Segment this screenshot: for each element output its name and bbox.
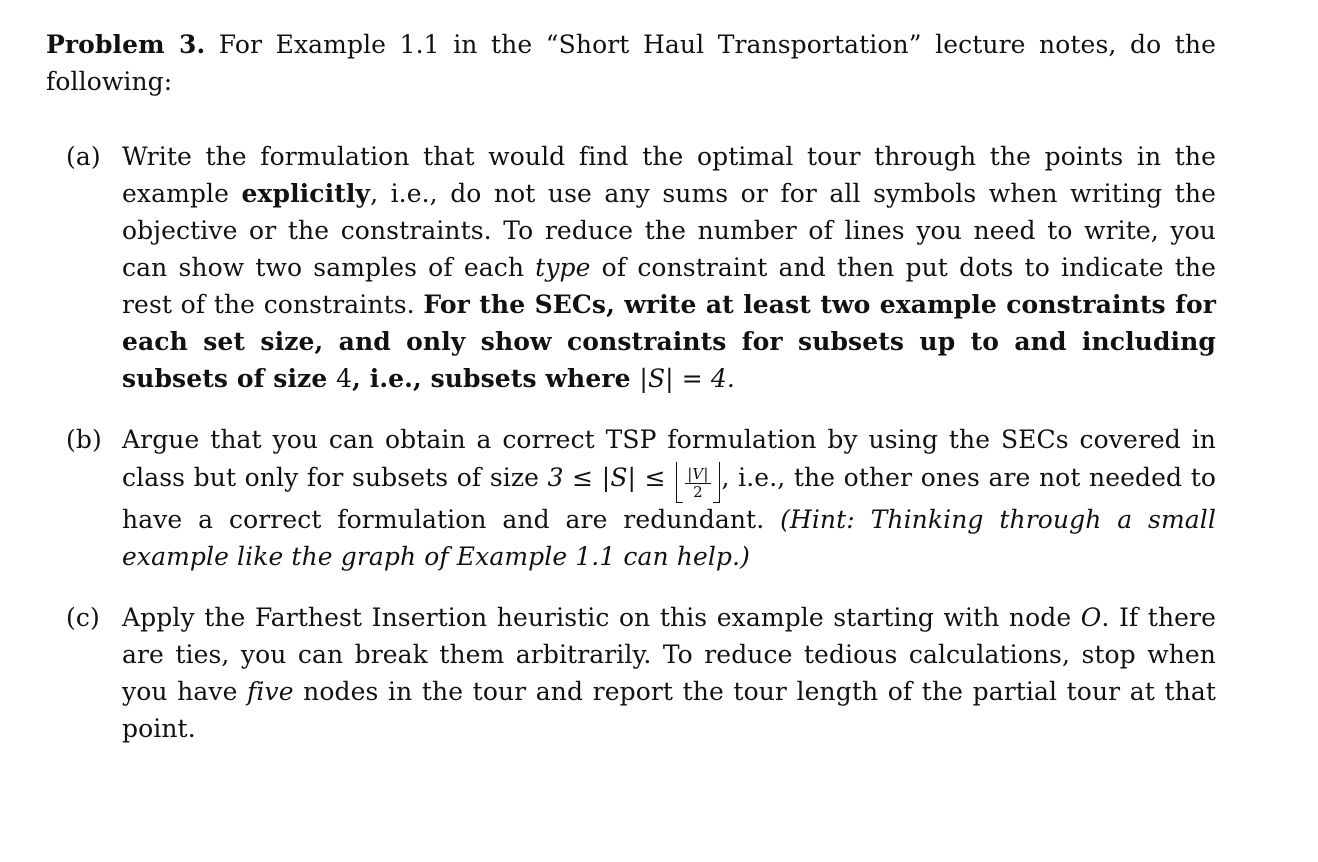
floor-fraction	[676, 458, 719, 501]
fraction	[682, 466, 713, 501]
part-c-text-2: . If there are ties, you can break them arbitrarily. To reduce tedious calculations, stop when you have	[122, 603, 1216, 706]
fraction-denominator: 2	[693, 483, 703, 501]
part-c-text	[122, 599, 1216, 747]
problem-intro: For Example 1.1 in the “Short Haul Transportation” lecture notes, do the following:	[46, 30, 1216, 96]
part-b-hint: (Hint: Thinking through a small example like the graph of Example 1.1 can help.)	[122, 505, 1216, 571]
part-b-text-1: Argue that you can obtain a correct TSP formulation by using the SECs covered in class but only for subsets of size	[122, 425, 1216, 492]
part-a-bold-2: For the SECs, write at least two example constraints for each set size, and only show constraints for subsets up to and including subsets of size	[122, 290, 1216, 393]
part-a-bold-1: explicitly	[241, 179, 371, 208]
part-b-label: (b)	[66, 425, 102, 454]
part-a-set-size: 4	[336, 364, 353, 393]
part-a-text-2: , i.e., do not use any sums or for all symbols when writing the objective or the constraints. To reduce the number of lines you need to write, you can show two samples of each	[122, 179, 1216, 282]
part-a-label: (a)	[66, 142, 101, 171]
part-a-ital-1: type	[535, 253, 591, 282]
part-a-math: |S| = 4.	[639, 364, 735, 393]
part-b-text-2: , i.e., the other ones are not needed to have a correct formulation and are redundant.	[122, 463, 1217, 534]
part-b-inequality: 3 ≤ |S| ≤	[547, 463, 666, 492]
fraction-numerator: |V|	[687, 465, 709, 483]
part-a-text	[122, 138, 1216, 397]
part-a	[46, 138, 1216, 397]
part-c-label: (c)	[66, 603, 100, 632]
problem-label: Problem 3.	[46, 30, 206, 59]
problem-heading	[46, 26, 1216, 100]
part-a-bold-3: , i.e., subsets where	[352, 364, 640, 393]
part-c-node: O	[1080, 603, 1102, 632]
part-c-text-1: Apply the Farthest Insertion heuristic on this example starting with node	[122, 603, 1081, 632]
part-c	[46, 599, 1216, 747]
problem-parts	[46, 138, 1216, 747]
part-c-text-3: nodes in the tour and report the tour length of the partial tour at that point.	[122, 677, 1216, 743]
part-c-ital-1: five	[247, 677, 294, 706]
part-b-text	[122, 421, 1216, 575]
part-a-text-1: Write the formulation that would find the optimal tour through the points in the example	[122, 142, 1216, 208]
part-a-text-3: of constraint and then put dots to indicate the rest of the constraints.	[122, 253, 1217, 319]
part-b	[46, 421, 1216, 575]
problem-page	[46, 26, 1216, 747]
